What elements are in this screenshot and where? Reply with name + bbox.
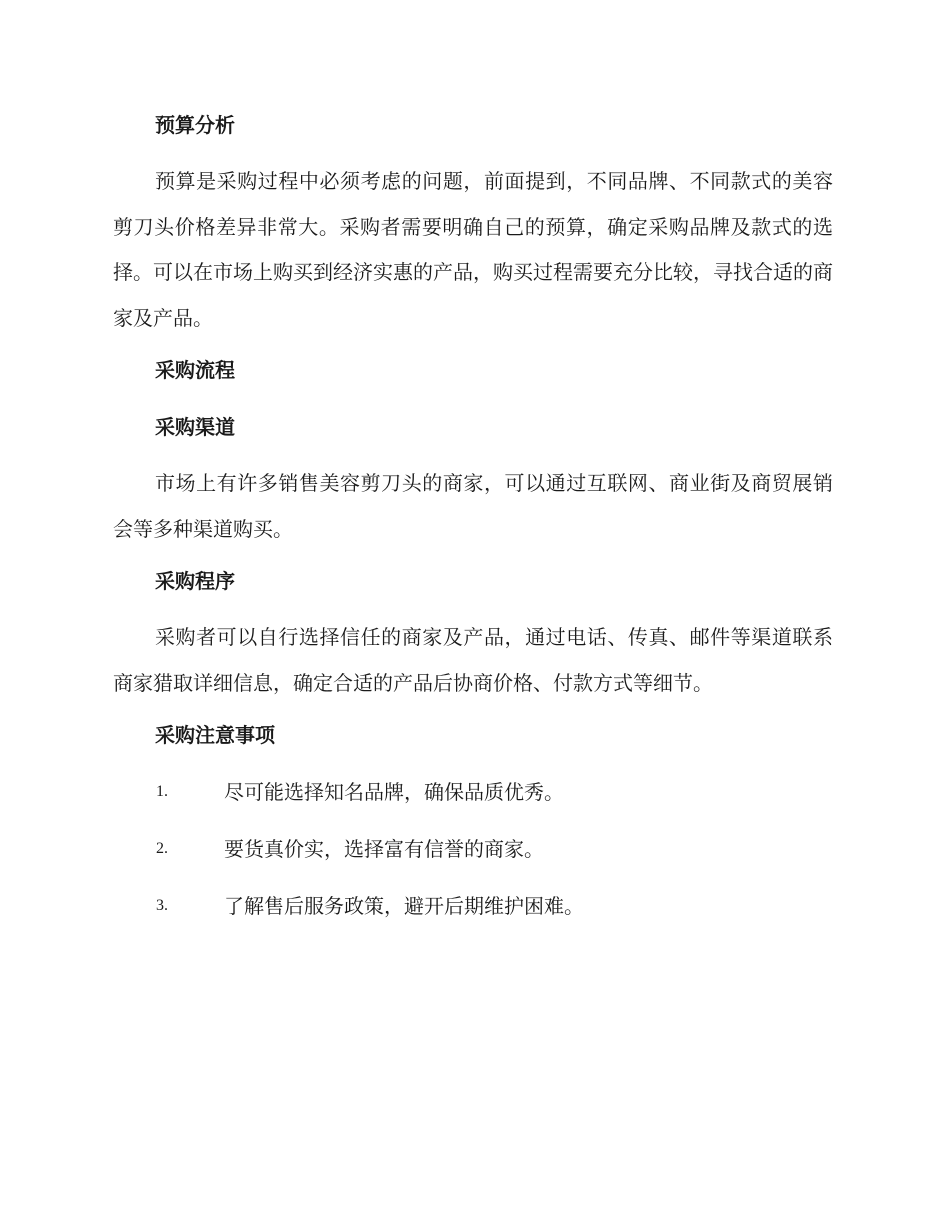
list-item-number: 1. [156,783,168,800]
process-heading: 采购流程 [155,358,235,382]
document-page [113,110,833,948]
list-item [113,834,833,864]
list-item-text: 了解售后服务政策，避开后期维护困难。 [224,894,584,918]
notes-heading: 采购注意事项 [155,723,275,747]
budget-paragraph: 预算是采购过程中必须考虑的问题，前面提到，不同品牌、不同款式的美容剪刀头价格差异非常大。采购者需要明确自己的预算，确定采购品牌及款式的选择。可以在市场上购买到经济实惠的产品，购买过程需要充分比较，寻找合适的商家及产品。 [113,169,833,330]
channel-paragraph: 市场上有许多销售美容剪刀头的商家，可以通过互联网、商业街及商贸展销会等多种渠道购买。 [113,471,833,541]
list-item-number: 3. [156,897,168,914]
notes-list [113,777,833,921]
procedure-heading: 采购程序 [155,569,235,593]
channel-heading: 采购渠道 [155,415,235,439]
list-item [113,777,833,807]
list-item [113,891,833,921]
list-item-number: 2. [156,840,168,857]
list-item-text: 尽可能选择知名品牌，确保品质优秀。 [224,780,564,804]
procedure-paragraph: 采购者可以自行选择信任的商家及产品，通过电话、传真、邮件等渠道联系商家猎取详细信息，确定合适的产品后协商价格、付款方式等细节。 [113,625,833,695]
list-item-text: 要货真价实，选择富有信誉的商家。 [224,837,544,861]
budget-heading: 预算分析 [155,113,235,137]
